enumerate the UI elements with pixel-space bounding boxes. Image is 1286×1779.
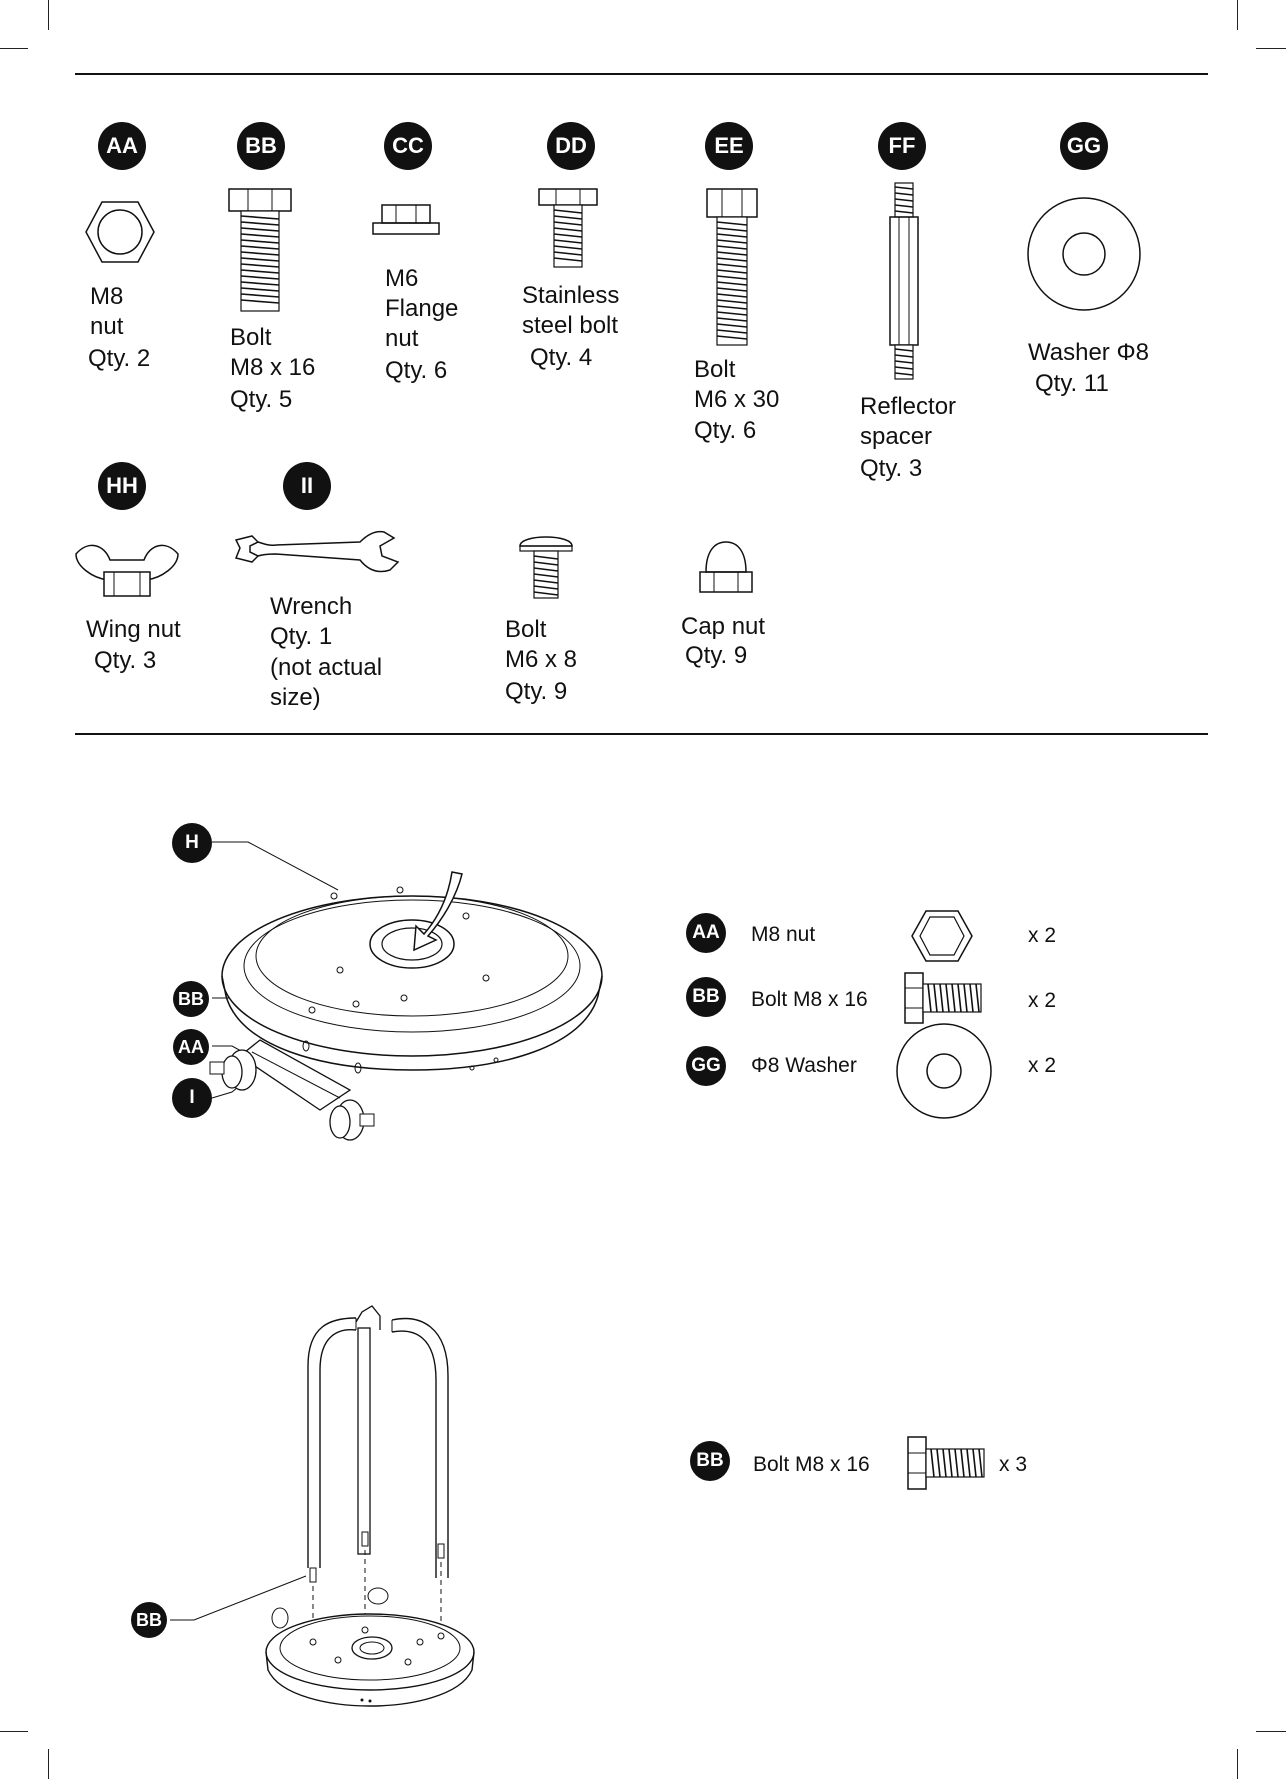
part-badge: II bbox=[283, 462, 331, 510]
part-name: M8 nut bbox=[90, 283, 124, 340]
callout-badge: BB bbox=[131, 1602, 167, 1638]
hardware-count: x 3 bbox=[999, 1453, 1028, 1476]
part-qty: Qty. 11 bbox=[1035, 370, 1109, 397]
part-qty: Qty. 2 bbox=[88, 345, 151, 372]
part-name: Washer Φ8 bbox=[1028, 339, 1149, 366]
part-name: Wrench bbox=[270, 593, 353, 620]
callout-badge: H bbox=[172, 823, 212, 863]
stainless-bolt-icon bbox=[538, 188, 598, 270]
wrench-icon bbox=[234, 528, 404, 576]
crop-mark bbox=[1256, 1731, 1286, 1732]
hardware-count: x 2 bbox=[1028, 989, 1057, 1012]
hardware-badge: GG bbox=[686, 1046, 726, 1086]
part-badge: FF bbox=[878, 122, 926, 170]
hardware-label: Bolt M8 x 16 bbox=[751, 988, 868, 1011]
part-badge: AA bbox=[98, 122, 146, 170]
part-name: Reflector spacer bbox=[860, 393, 957, 450]
part-name: Bolt M6 x 30 bbox=[694, 356, 780, 413]
hardware-badge: AA bbox=[686, 913, 726, 953]
part-name: Stainless steel bolt bbox=[522, 282, 620, 339]
part-name: M6 Flange nut bbox=[385, 265, 459, 352]
crop-mark bbox=[48, 1749, 49, 1779]
hex-nut-icon bbox=[910, 909, 974, 963]
frame-assembly-illustration bbox=[130, 1296, 490, 1711]
hardware-count: x 2 bbox=[1028, 1054, 1057, 1077]
hex-bolt-icon bbox=[228, 188, 292, 314]
part-name: Bolt M6 x 8 bbox=[505, 616, 578, 673]
callout-badge: AA bbox=[173, 1029, 209, 1065]
part-badge: EE bbox=[705, 122, 753, 170]
cap-nut-icon bbox=[698, 538, 754, 594]
wing-nut-icon bbox=[74, 540, 180, 598]
crop-mark bbox=[1237, 1749, 1238, 1779]
hardware-badge: BB bbox=[690, 1441, 730, 1481]
part-name: Wing nut bbox=[86, 616, 181, 643]
part-qty: Qty. 3 bbox=[94, 647, 157, 674]
hardware-label: Bolt M8 x 16 bbox=[753, 1453, 870, 1476]
washer-icon bbox=[1026, 196, 1142, 312]
parts-bottom-rule bbox=[75, 733, 1208, 735]
spacer-icon bbox=[889, 182, 919, 382]
part-badge: CC bbox=[384, 122, 432, 170]
part-qty: Qty. 3 bbox=[860, 455, 923, 482]
crop-mark bbox=[0, 48, 28, 49]
hardware-label: M8 nut bbox=[751, 923, 816, 946]
crop-mark bbox=[1256, 48, 1286, 49]
crop-mark bbox=[48, 0, 49, 30]
pan-head-bolt-icon bbox=[516, 530, 576, 600]
hex-bolt-icon bbox=[907, 1436, 987, 1490]
top-rule bbox=[75, 73, 1208, 75]
hardware-badge: BB bbox=[686, 977, 726, 1017]
part-badge: DD bbox=[547, 122, 595, 170]
part-badge: HH bbox=[98, 462, 146, 510]
part-name: Bolt M8 x 16 bbox=[230, 324, 316, 381]
part-qty: Qty. 4 bbox=[530, 344, 593, 371]
part-note: (not actual size) bbox=[270, 654, 383, 711]
part-badge: BB bbox=[237, 122, 285, 170]
hardware-count: x 2 bbox=[1028, 924, 1057, 947]
hex-bolt-icon bbox=[904, 972, 984, 1024]
base-assembly-illustration bbox=[170, 820, 570, 1140]
part-qty: Qty. 9 bbox=[505, 678, 568, 705]
crop-mark bbox=[0, 1731, 28, 1732]
callout-badge: BB bbox=[173, 981, 209, 1017]
hex-nut-icon bbox=[84, 200, 156, 264]
part-badge: GG bbox=[1060, 122, 1108, 170]
part-qty: Qty. 9 bbox=[685, 642, 748, 669]
part-qty: Qty. 5 bbox=[230, 386, 293, 413]
hardware-label: Φ8 Washer bbox=[751, 1054, 857, 1077]
callout-badge: I bbox=[172, 1078, 212, 1118]
washer-icon bbox=[895, 1022, 993, 1120]
crop-mark bbox=[1237, 0, 1238, 30]
flange-nut-icon bbox=[372, 204, 440, 236]
long-bolt-icon bbox=[706, 188, 758, 348]
part-qty: Qty. 1 bbox=[270, 623, 333, 650]
part-name: Cap nut bbox=[681, 613, 766, 640]
part-qty: Qty. 6 bbox=[694, 417, 757, 444]
part-qty: Qty. 6 bbox=[385, 357, 448, 384]
